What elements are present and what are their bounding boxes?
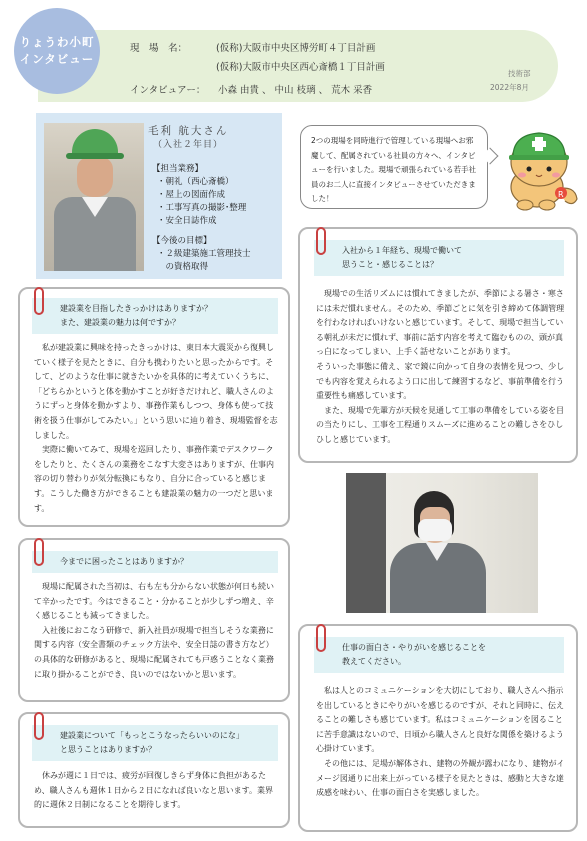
question-line-2: と思うことはありますか？ <box>60 745 156 754</box>
question-line-1: 仕事の面白さ・やりがいを感じることを <box>342 643 486 652</box>
duty-item: ・工事写真の撮影･整理 <box>157 203 247 213</box>
interview-badge <box>14 8 100 94</box>
qa-card-difficulties <box>18 538 290 702</box>
answer-paragraph: 現場での生活リズムには慣れてきましたが、季節による暑さ・寒さには未だ慣れません。そのため、季節ごとに気を引き締めて体調管理を行わなければいけないと感じています。そして、現場で担当している朝礼が未だに慣れず、事前に話す内容を考えて臨むものの、頭が真っ白になってしまい、上手く話せないことがあります。 <box>316 289 565 357</box>
goal-item: の資格取得 <box>157 262 209 272</box>
answer-paragraph: その他には、足場が解体され、建物の外観が露わになり、建物がイメージ図通りに出来上がっている様子を見たときは、感動と大きな達成感を味わい、仕事の面白さを実感しました。 <box>316 758 565 798</box>
header-note-2: 2022年8月 <box>490 83 529 92</box>
question-box <box>32 725 278 761</box>
project-name-1: (仮称)大阪市中央区博労町４丁目計画 <box>216 43 376 54</box>
answer-paragraph: また、現場で先輩方が天候を見通して工事の準備をしている姿を目の当たりにし、工事を工程通りスムーズに進めることの難しさをひしひしと感じています。 <box>316 405 564 444</box>
answer-text <box>316 287 568 448</box>
goal-item: ・２級建築施工管理技士 <box>157 249 251 259</box>
qa-card-motivation <box>18 287 290 527</box>
mascot-cat-icon <box>497 117 583 217</box>
question-box <box>314 240 564 276</box>
qa-card-rewarding <box>298 624 578 832</box>
profile-grade: （入社２年目） <box>153 140 224 150</box>
paperclip-icon <box>34 538 44 566</box>
qa-card-first-year <box>298 227 578 463</box>
question-line-2: また、建設業の魅力は何ですか？ <box>60 318 180 327</box>
answer-paragraph: 実際に働いてみて、現場を巡回したり、事務作業でデスクワークをしたりと、たくさんの業務をこなす大変さはありますが、仕事内容の切り替わりが気分転換にもなり、自分に合っていると感じます。こうした働き方ができることも建設業の魅力の一つだと思います。 <box>34 445 274 513</box>
answer-text <box>34 341 280 516</box>
answer-text <box>34 580 280 682</box>
answer-paragraph: 現場に配属された当初は、右も左も分からない状態が何日も続いて辛かったです。今はできること・分かることが少しずつ増え、辛く感じることも減ってきました。 <box>34 582 274 621</box>
paperclip-icon <box>34 287 44 315</box>
project-label: 現 場 名： <box>130 43 188 54</box>
answer-paragraph: 入社後におこなう研修で、新入社員が現場で担当しそうな業務に関する内容（安全書類のチェック方法や、安全日誌の書き方など）の具体的な研修があると、現場に配属されても戸惑うことなく業務に取り掛かることができ、良いのではないかと思います。 <box>34 625 274 679</box>
svg-text:R: R <box>558 190 564 199</box>
qa-card-wishes <box>18 712 290 828</box>
question-line-1: 入社から１年経ち、現場で働いて <box>342 246 462 255</box>
interview-photo <box>346 473 538 613</box>
question-line-1: 今までに困ったことはありますか？ <box>60 557 188 566</box>
answer-paragraph: 私は人とのコミュニケーションを大切にしており、職人さんへ指示を出しているときにやりがいを感じるのですが、それと同時に、伝えることの難しさも感じています。私はコミュニケーションを図ることに苦手意識はないので、日頃から職人さんと良好な関係を築けるよう心掛けています。 <box>316 686 564 754</box>
duty-item: ・安全日誌作成 <box>157 216 217 226</box>
duties-title: 【担当業務】 <box>152 164 204 174</box>
interviewer-names: 小森 由貴 、 中山 枝璃 、 荒木 采香 <box>218 85 373 96</box>
question-line-1: 建設業を目指したきっかけはありますか？ <box>60 304 212 313</box>
duty-item: ・屋上の図面作成 <box>157 190 226 200</box>
paperclip-icon <box>316 624 326 652</box>
question-box <box>314 637 564 673</box>
intro-bubble <box>300 125 488 209</box>
goal-title: 【今後の目標】 <box>152 236 212 246</box>
intro-text: 2つの現場を同時進行で管理している現場へお邪魔して、配属されている社員の方々へ、インタビューを行いました。現場で頑張られている若手社員のお二人に直接インタビューさせていただきました！ <box>311 136 476 203</box>
question-box <box>32 551 278 573</box>
project-name-2: (仮称)大阪市中央区西心斎橋１丁目計画 <box>216 62 385 73</box>
answer-paragraph: 休みが週に１日では、疲労が回復しきらず身体に負担があるため、職人さんも週休１日から２日になれば良いなと思います。業界的に週休２日制になることを期待します。 <box>34 771 274 810</box>
question-line-2: 思うこと・感じることは？ <box>342 260 438 269</box>
question-line-2: 教えてください。 <box>342 657 406 666</box>
badge-line-2: インタビュー <box>19 52 95 66</box>
answer-paragraph: そういった事態に備え、家で鏡に向かって自身の表情を見つつ、少しでも内容を覚えられるよう口に出して練習するなど、事前準備を行う重要性も痛感しています。 <box>316 361 565 401</box>
header-note-1: 技術部 <box>508 69 531 78</box>
badge-line-1: りょうわ小町 <box>19 35 95 49</box>
interviewer-label: インタビュアー： <box>130 85 206 96</box>
paperclip-icon <box>316 227 326 255</box>
question-line-1: 建設業について「もっとこうなったらいいのにな」 <box>60 731 244 740</box>
profile-photo <box>44 123 144 271</box>
paperclip-icon <box>34 712 44 740</box>
answer-text <box>316 684 568 801</box>
answer-paragraph: 私が建設業に興味を持ったきっかけは、東日本大震災から復興していく様子を見たときに、自分も携わりたいと思ったからです。そして、どのような仕事に就きたいかを具体的に考えていくうちに、「どちらかというと体を動かすことが好きだけれど、職人さんのようにずっと身体を動かすより、事務作業もしつつ、身体も使って技術を扱う仕事がしてみたい。」という思いに辿り着き、現場監督を志しました。 <box>34 343 278 440</box>
question-box <box>32 298 278 334</box>
answer-text <box>34 769 280 813</box>
profile-name: 毛利 航大さん <box>148 125 229 137</box>
duty-item: ・朝礼（西心斎橋） <box>157 177 234 187</box>
